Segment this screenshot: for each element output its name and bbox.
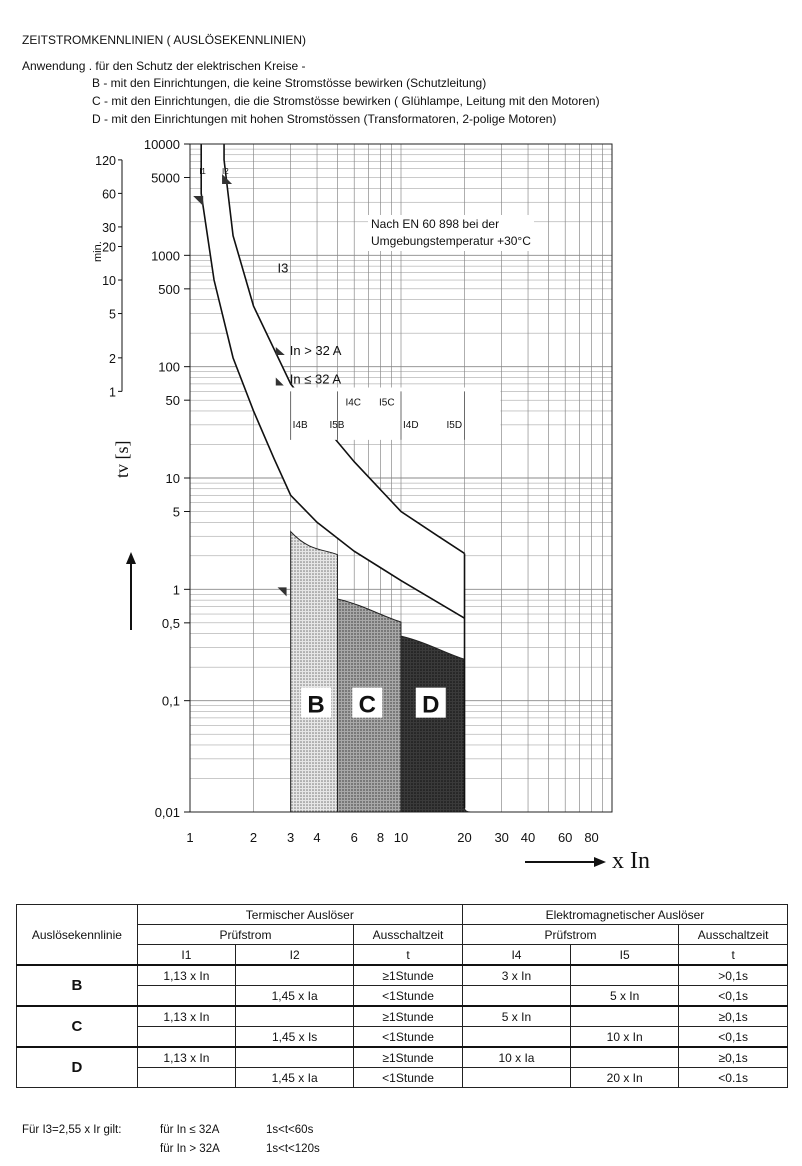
- thermal-pruefstrom: Prüfstrom: [137, 925, 353, 945]
- row-label-b: B: [17, 965, 138, 1006]
- marker-i5b: I5B: [329, 420, 345, 432]
- table-cell: [571, 965, 679, 986]
- x-tick-label: 3: [287, 830, 295, 845]
- trip-characteristics-table: [16, 904, 788, 1088]
- table-cell: 20 x In: [571, 1068, 679, 1088]
- region-label-c: C: [358, 691, 376, 719]
- min-tick-label: 20: [102, 240, 116, 255]
- table-cell: ≥1Stunde: [354, 965, 463, 986]
- x-tick-label: 10: [393, 830, 409, 845]
- table-cell: 1,13 x In: [137, 965, 235, 986]
- x-tick-label: 40: [520, 830, 536, 845]
- table-cell: [137, 986, 235, 1007]
- application-line: Anwendung . für den Schutz der elektrischen Kreise -: [22, 59, 306, 73]
- table-cell: 10 x Ia: [462, 1047, 570, 1068]
- region-label-b: B: [307, 691, 325, 719]
- x-tick-label: 8: [376, 830, 385, 845]
- min-tick-label: 2: [109, 351, 116, 366]
- min-tick-label: 30: [102, 220, 116, 235]
- x-axis-label: x In: [612, 848, 650, 874]
- footer-case1-val: 1s<t<60s: [266, 1124, 314, 1136]
- table-cell: 1,13 x In: [137, 1006, 235, 1027]
- x-tick-label: 20: [457, 830, 472, 845]
- min-tick-label: 5: [109, 307, 116, 322]
- row-label-d: D: [17, 1047, 138, 1088]
- chart-note-line-1: Nach EN 60 898 bei der: [371, 217, 500, 231]
- y-tick-label: 0,01: [154, 805, 180, 820]
- col-i4: I4: [462, 945, 570, 966]
- table-cell: <0.1s: [679, 1068, 788, 1088]
- em-pruefstrom: Prüfstrom: [462, 925, 678, 945]
- marker-box-bg: [291, 387, 501, 439]
- table-cell: [137, 1027, 235, 1048]
- table-cell: [571, 1047, 679, 1068]
- table-cell: [236, 1006, 354, 1027]
- footer-case1-cond: für In ≤ 32A: [160, 1124, 220, 1136]
- triangle-gt32: [276, 347, 285, 355]
- table-cell: ≥1Stunde: [354, 1006, 463, 1027]
- table-cell: ≥0,1s: [679, 1006, 788, 1027]
- curve-d-description: D - mit den Einrichtungen mit hohen Stromstössen (Transformatoren, 2-polige Motoren): [92, 112, 557, 126]
- footer-prefix: Für I3=2,55 x Ir gilt:: [22, 1124, 122, 1136]
- table-cell: 5 x In: [571, 986, 679, 1007]
- curve-b-description: B - mit den Einrichtungen, die keine Stromstösse bewirken (Schutzleitung): [92, 76, 487, 90]
- table-cell: 1,13 x In: [137, 1047, 235, 1068]
- x-tick-label: 60: [557, 830, 573, 845]
- footer-case2-cond: für In > 32A: [160, 1143, 220, 1155]
- marker-i4d: I4D: [403, 420, 419, 432]
- table-cell: [462, 1068, 570, 1088]
- x-tick-label: 1: [186, 830, 194, 845]
- y-tick-label: 1000: [151, 248, 180, 264]
- table-cell: [236, 1047, 354, 1068]
- col-t-em: t: [679, 945, 788, 966]
- table-cell: <0,1s: [679, 1027, 788, 1048]
- min-tick-label: 120: [95, 153, 116, 168]
- y-tick-label: 0,5: [161, 615, 180, 631]
- thermal-ausschaltzeit: Ausschaltzeit: [354, 925, 463, 945]
- marker-i4b: I4B: [292, 420, 308, 432]
- col-i1: I1: [137, 945, 235, 966]
- table-cell: <1Stunde: [354, 1068, 463, 1088]
- col-t-thermal: t: [354, 945, 463, 966]
- chart-note-line-2: Umgebungstemperatur +30°C: [371, 234, 531, 248]
- marker-in-gt-32: In > 32 A: [289, 343, 342, 359]
- triangle-1s: [278, 587, 287, 596]
- marker-i5d: I5D: [446, 420, 463, 432]
- triangle-i1: [193, 196, 203, 206]
- marker-i1: I1: [199, 167, 206, 176]
- em-ausschaltzeit: Ausschaltzeit: [679, 925, 788, 945]
- table-cell: 1,45 x Ia: [236, 986, 354, 1007]
- table-cell: ≥1Stunde: [354, 1047, 463, 1068]
- y-tick-label: 5000: [151, 170, 180, 186]
- footer-case2-val: 1s<t<120s: [266, 1143, 320, 1155]
- x-axis-arrow-head: [594, 857, 606, 867]
- marker-i5c: I5C: [379, 397, 395, 409]
- table-cell: 1,45 x Is: [236, 1027, 354, 1048]
- x-tick-label: 80: [584, 830, 599, 845]
- table-cell: <1Stunde: [354, 1027, 463, 1048]
- y-tick-label: 10: [165, 471, 180, 486]
- table-cell: 10 x In: [571, 1027, 679, 1048]
- y-tick-label: 1: [172, 582, 180, 598]
- table-cell: 5 x In: [462, 1006, 570, 1027]
- x-tick-label: 4: [313, 830, 321, 845]
- x-tick-label: 6: [350, 830, 358, 845]
- x-tick-label: 2: [249, 830, 258, 845]
- y-axis-label: tv [s]: [112, 440, 132, 478]
- min-tick-label: 1: [109, 385, 116, 400]
- table-cell: [137, 1068, 235, 1088]
- table-cell: [462, 1027, 570, 1048]
- table-cell: 1,45 x Ia: [236, 1068, 354, 1088]
- chart-note: [368, 215, 534, 251]
- curve-c-description: C - mit den Einrichtungen, die die Stromstösse bewirken ( Glühlampe, Leitung mit den Motoren): [92, 94, 600, 108]
- region-d: [401, 636, 471, 812]
- table-cell: >0,1s: [679, 965, 788, 986]
- marker-i4c: I4C: [345, 397, 362, 409]
- y-axis-arrow-head: [126, 552, 136, 564]
- table-cell: [236, 965, 354, 986]
- marker-i2: I2: [222, 167, 229, 176]
- marker-i3: I3: [277, 260, 289, 276]
- min-tick-label: 10: [102, 274, 116, 289]
- col-i2: I2: [236, 945, 354, 966]
- table-cell: [462, 986, 570, 1007]
- y-tick-label: 0,1: [161, 693, 180, 709]
- y-tick-label: 10000: [143, 137, 180, 152]
- minutes-label: min.: [92, 241, 104, 262]
- row-label-c: C: [17, 1006, 138, 1047]
- table-cell: <1Stunde: [354, 986, 463, 1007]
- table-cell: [571, 1006, 679, 1027]
- y-tick-label: 500: [158, 281, 180, 297]
- region-b: [291, 532, 344, 812]
- region-label-d: D: [422, 691, 440, 719]
- y-tick-label: 100: [158, 359, 180, 375]
- electromagnetic-header: Elektromagnetischer Auslöser: [462, 905, 787, 925]
- thermal-header: Termischer Auslöser: [137, 905, 462, 925]
- page-title: ZEITSTROMKENNLINIEN ( AUSLÖSEKENNLINIEN): [22, 33, 307, 47]
- table-cell: <0,1s: [679, 986, 788, 1007]
- col-i5: I5: [571, 945, 679, 966]
- col-ausloesekennlinie: Auslösekennlinie: [17, 905, 138, 966]
- min-tick-label: 60: [102, 187, 116, 202]
- table-cell: ≥0,1s: [679, 1047, 788, 1068]
- y-tick-label: 5: [172, 504, 180, 520]
- x-tick-label: 30: [494, 830, 509, 845]
- marker-in-le-32: In ≤ 32 A: [289, 371, 342, 387]
- y-tick-label: 50: [165, 393, 180, 409]
- table-cell: 3 x In: [462, 965, 570, 986]
